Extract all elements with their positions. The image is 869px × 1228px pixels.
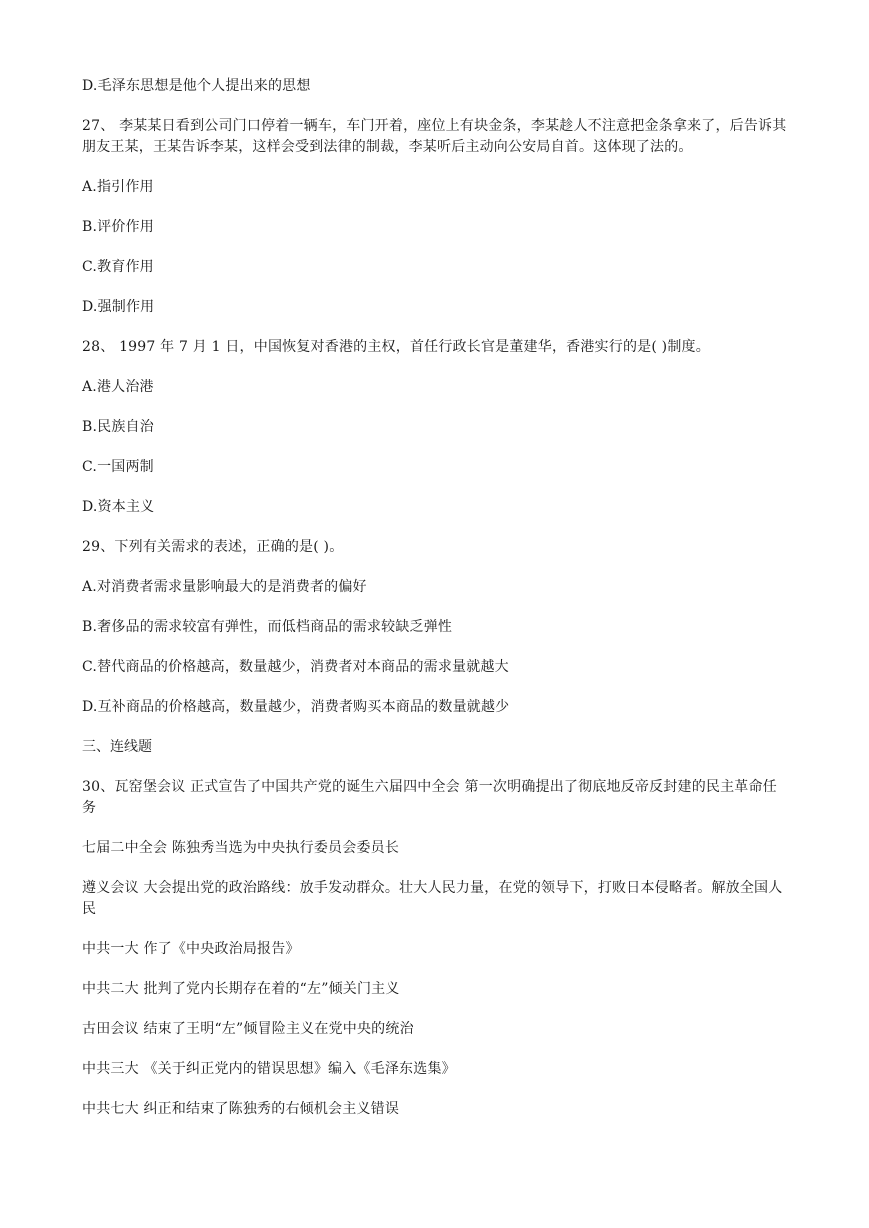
document-page — [82, 76, 788, 1139]
q30-line-1: 30、瓦窑堡会议 正式宣告了中国共产党的诞生六届四中全会 第一次明确提出了彻底地反帝反封建的民主革命任务 — [82, 779, 777, 816]
q30-line-8: 中共七大 纠正和结束了陈独秀的右倾机会主义错误 — [82, 1101, 400, 1117]
q27-option-c: C.教育作用 — [82, 259, 154, 275]
q30-line-5: 中共二大 批判了党内长期存在着的“左”倾关门主义 — [82, 981, 400, 997]
q30-line-7: 中共三大 《关于纠正党内的错误思想》编入《毛泽东选集》 — [82, 1061, 456, 1077]
q29-option-a: A.对消费者需求量影响最大的是消费者的偏好 — [82, 579, 367, 595]
q29-option-d: D.互补商品的价格越高，数量越少，消费者购买本商品的数量就越少 — [82, 699, 510, 715]
q27-stem: 27、 李某某日看到公司门口停着一辆车，车门开着，座位上有块金条，李某趁人不注意把金条拿来了，后告诉其朋友王某，王某告诉李某，这样会受到法律的制裁，李某听后主动向公安局自首。这体现了法的。 — [82, 118, 787, 155]
q29-stem: 29、下列有关需求的表述，正确的是( )。 — [82, 539, 344, 555]
q30-line-4: 中共一大 作了《中央政治局报告》 — [82, 941, 300, 957]
q28-option-d: D.资本主义 — [82, 499, 155, 515]
q29-option-b: B.奢侈品的需求较富有弹性，而低档商品的需求较缺乏弹性 — [82, 619, 453, 635]
q28-option-c: C.一国两制 — [82, 459, 154, 475]
q30-line-3: 遵义会议 大会提出党的政治路线：放手发动群众。壮大人民力量，在党的领导下，打败日本侵略者。解放全国人民 — [82, 880, 783, 917]
q27-option-b: B.评价作用 — [82, 219, 154, 235]
q28-option-a: A.港人治港 — [82, 379, 154, 395]
q30-line-2: 七届二中全会 陈独秀当选为中央执行委员会委员长 — [82, 840, 400, 856]
q27-option-d: D.强制作用 — [82, 299, 155, 315]
q27-option-a: A.指引作用 — [82, 179, 154, 195]
section-heading-matching: 三、连线题 — [82, 739, 152, 755]
q26-option-d: D.毛泽东思想是他个人提出来的思想 — [82, 78, 311, 94]
q28-stem: 28、 1997 年 7 月 1 日，中国恢复对香港的主权，首任行政长官是董建华，香港实行的是( )制度。 — [82, 339, 710, 355]
q28-option-b: B.民族自治 — [82, 419, 154, 435]
q29-option-c: C.替代商品的价格越高，数量越少，消费者对本商品的需求量就越大 — [82, 659, 509, 675]
q30-line-6: 古田会议 结束了王明“左”倾冒险主义在党中央的统治 — [82, 1021, 414, 1037]
